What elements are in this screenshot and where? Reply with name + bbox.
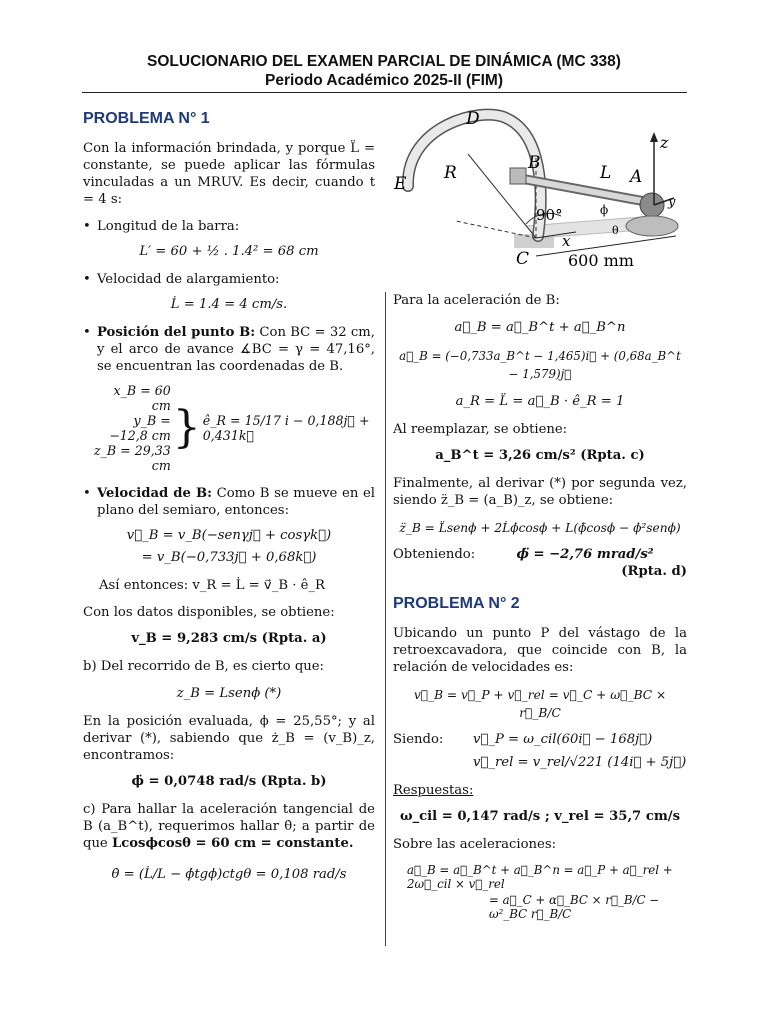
siendo-row [393,732,687,747]
asi-entonces: Así entonces: v_R = L̇ = v⃗_B · ê_R [99,578,325,593]
label-x: x [562,232,571,250]
bullet-elongation-text: Velocidad de alargamiento: [97,272,280,287]
part-b-equation: z_B = Lsenϕ (*) [176,686,282,701]
part-c-constraint: Lcosϕcosθ = 60 cm = constante. [111,836,354,851]
label-r: R [444,163,457,183]
part-b-text: b) Del recorrido de B, es cierto que: [83,659,325,674]
position-body: Con BC = 32 cm, y el arco de avance ∡BC = γ = 47,16°, se encuentran las coordenadas de B. [97,325,375,374]
vp-equation: v⃗_P = ω_cil(60i⃗ − 168j⃗) [473,732,653,747]
bullet-elongation [83,271,375,288]
coordinate-values [91,383,171,473]
final-text: Finalmente, al derivar (*) por segunda vez, siendo z̈_B = (a_B)_z, se obtiene: [393,476,687,508]
acc-equation-1: a⃗_B = a⃗_B^t + a⃗_B^n [454,320,626,335]
bullet-velocity-text [97,485,375,519]
part-c-text [83,801,375,852]
reemplazar-text: Al reemplazar, se obtiene: [393,422,568,437]
problem1-intro: Con la información brindada, y porque L̈ = constante, se puede aplicar las fórmulas vinculadas a un MRUV. Es decir, cuando t = 4 s: [83,141,375,207]
answer-d-tag: (Rpta. d) [621,564,687,579]
label-600mm: 600 mm [568,251,634,270]
header-rule [82,92,687,93]
velocity-equation-1: v⃗_B = v_B(−senγj⃗ + cosγk⃗) [126,528,332,543]
sobre-aceleraciones: Sobre las aceleraciones: [393,837,557,852]
length-equation: L′ = 60 + ½ . 1.4² = 68 cm [139,244,319,259]
document-header [0,52,768,90]
respuestas-label: Respuestas: [393,783,474,798]
part-c-body: c) Para hallar la aceleración tangencial de B (a_B^t), requerimos hallar θ̇; a partir de que [83,802,375,851]
header-subtitle: Periodo Académico 2025-II (FIM) [264,72,503,89]
left-column [83,110,375,894]
acc-intro: Para la aceleración de B: [393,293,560,308]
coordinates-system [91,383,375,473]
problem2-velocity-equation: v⃗_B = v⃗_P + v⃗_rel = v⃗_C + ω⃗_BC × r⃗_B/C [413,688,667,720]
elongation-equation: L̇ = 1.4 = 4 cm/s. [170,297,288,312]
siendo-label: Siendo: [393,732,444,747]
mechanism-diagram [386,106,688,288]
theta-dot-equation: θ̇ = (L̇/L − ϕ̇tgϕ)ctgθ = 0,108 rad/s [111,867,347,882]
right-column [393,292,687,921]
con-datos: Con los datos disponibles, se obtiene: [83,605,335,620]
velocity-equation-2: = v_B(−0,733j⃗ + 0,68k⃗) [141,550,317,565]
column-divider [385,292,386,946]
bullet-icon: • [83,486,91,501]
answer-c: a_B^t = 3,26 cm/s² (Rpta. c) [435,448,645,463]
label-b: B [528,153,541,173]
answer-b: ϕ̇ = 0,0748 rad/s (Rpta. b) [131,774,327,789]
acc-equation-3: a_R = L̈ = a⃗_B · ê_R = 1 [455,394,625,409]
coord-x: x_B = 60 cm [113,383,171,413]
label-a: A [630,167,643,187]
label-d: D [466,109,480,129]
coord-y: y_B = −12,8 cm [109,413,171,443]
answer-a: v_B = 9,283 cm/s (Rpta. a) [131,631,327,646]
problem2-title: PROBLEMA N° 2 [393,595,520,612]
bullet-icon: • [83,219,91,234]
label-e: E [394,174,407,194]
z-double-dot-equation: z̈_B = L̈senϕ + 2L̇ϕ̇cosϕ + L(ϕ̈cosϕ − ϕ̇²senϕ) [399,521,681,535]
vrel-equation: v⃗_rel = v_rel/√221 (14i⃗ + 5j⃗) [473,755,687,770]
z-axis-arrow-icon [650,132,658,142]
bullet-length [83,218,375,235]
obteniendo-label: Obteniendo: [393,547,476,562]
label-phi: ϕ [600,203,609,217]
bullet-position [83,324,375,375]
problem2-intro: Ubicando un punto P del vástago de la retroexcavadora, que coincide con B, la relación de velocidades es: [393,626,687,675]
brace-icon: } [172,402,201,453]
problem2-acc-equation-1: a⃗_B = a⃗_B^t + a⃗_B^n = a⃗_P + a⃗_rel + 2ω⃗_cil × v⃗_rel [407,863,673,891]
velocity-body: Como B se mueve en el plano del semiaro, entonces: [97,486,375,518]
bullet-length-text: Longitud de la barra: [97,219,240,234]
bullet-velocity [83,485,375,519]
label-y: y [668,195,676,210]
answer-d: ϕ̈ = −2,76 mrad/s² [516,547,654,562]
label-l: L [600,163,612,183]
pivot-a [640,193,664,217]
acc-equation-2: a⃗_B = (−0,733a_B^t − 1,465)i⃗ + (0,68a_B^t − 1,579)j⃗ [399,349,681,381]
problem2-answers: ω_cil = 0,147 rad/s ; v_rel = 35,7 cm/s [399,809,681,824]
velocity-heading: Velocidad de B: [97,486,212,501]
bullet-position-text [97,324,375,375]
position-heading: Posición del punto B: [97,325,256,340]
collar-b [510,168,526,184]
label-90deg: 90° [536,206,563,224]
header-title: SOLUCIONARIO DEL EXAMEN PARCIAL DE DINÁMICA (MC 338) [147,53,621,70]
answer-d-row [393,547,687,562]
position-evaluated-text: En la posición evaluada, ϕ = 25,55°; y al derivar (*), sabiendo que ż_B = (v_B)_z, encontramos: [83,714,375,763]
bullet-icon: • [83,325,91,340]
problem2-acc-equation-2: = a⃗_C + α⃗_BC × r⃗_B/C − ω²_BC r⃗_B/C [489,893,660,921]
coord-z: z_B = 29,33 cm [93,443,171,473]
bullet-icon: • [83,272,91,287]
label-z: z [660,133,669,152]
mechanism-figure [386,106,688,288]
label-theta: θ [612,224,619,237]
unit-vector-eR: ê_R = 15/17 i − 0,188j⃗ + 0,431k⃗ [202,413,370,443]
pivot-base [626,216,678,236]
problem1-title: PROBLEMA N° 1 [83,110,210,127]
label-c: C [516,249,530,269]
